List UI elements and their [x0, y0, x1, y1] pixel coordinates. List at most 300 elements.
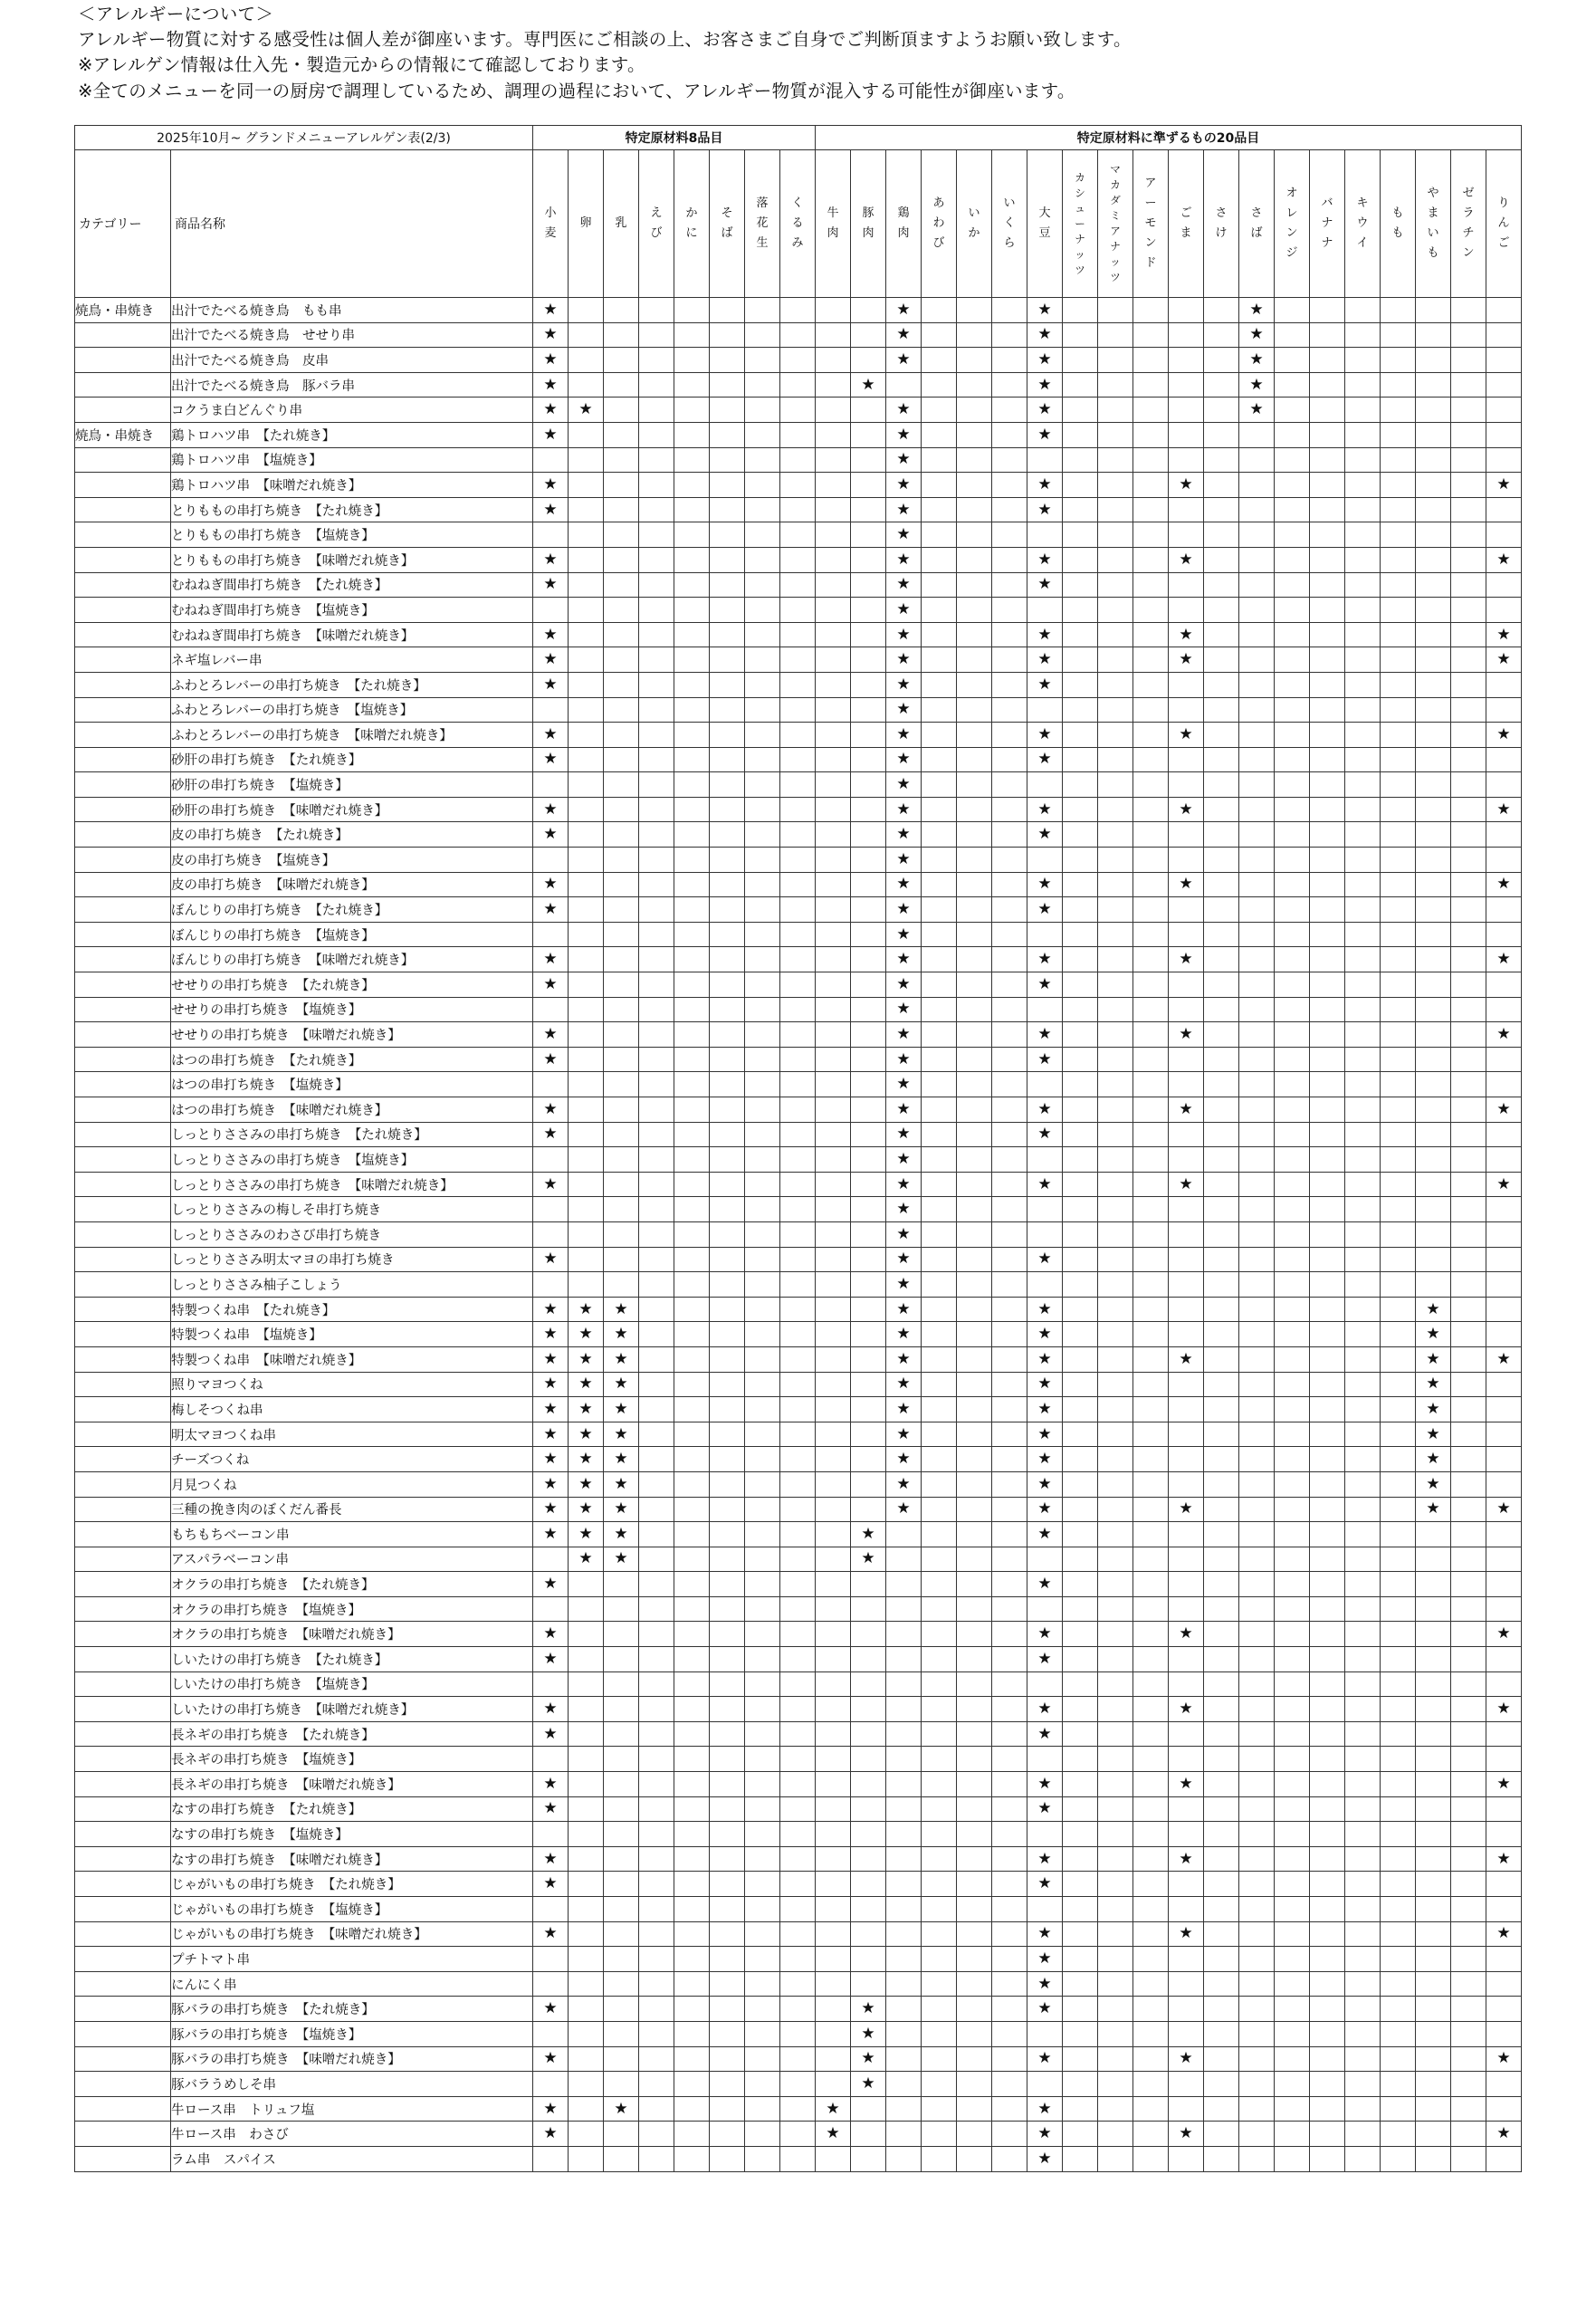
- allergen-cell: [992, 447, 1027, 473]
- row-category: [75, 1346, 171, 1372]
- allergen-cell: [1381, 1397, 1416, 1422]
- allergen-mark: ★: [1486, 1772, 1522, 1797]
- allergen-cell: [1416, 1772, 1451, 1797]
- allergen-mark: ★: [1027, 1497, 1063, 1522]
- table-row: [75, 2096, 1522, 2122]
- allergen-cell: [569, 322, 604, 348]
- allergen-cell: [922, 1322, 957, 1347]
- allergen-cell: [604, 1072, 639, 1097]
- allergen-cell: [1310, 1122, 1345, 1147]
- allergen-cell: [780, 1596, 816, 1622]
- allergen-cell: [1063, 1647, 1098, 1672]
- allergen-cell: [745, 1372, 780, 1397]
- allergen-cell: [745, 1247, 780, 1272]
- allergen-mark: ★: [1027, 372, 1063, 398]
- allergen-cell: [745, 1147, 780, 1173]
- allergen-cell: [957, 1747, 992, 1772]
- allergen-cell: [1063, 1747, 1098, 1772]
- allergen-cell: [1204, 1721, 1239, 1747]
- allergen-cell: [1204, 1322, 1239, 1347]
- allergen-cell: [851, 1772, 886, 1797]
- allergen-cell: [1451, 1247, 1486, 1272]
- allergen-cell: [674, 797, 710, 822]
- allergen-cell: [604, 1747, 639, 1772]
- allergen-cell: [1275, 1596, 1310, 1622]
- allergen-cell: [816, 422, 851, 447]
- allergen-cell: [780, 1522, 816, 1547]
- allergen-cell: [1275, 1072, 1310, 1097]
- allergen-cell: [957, 1772, 992, 1797]
- allergen-cell: [1416, 1971, 1451, 1997]
- allergen-cell: [1204, 1572, 1239, 1597]
- allergen-cell: [1486, 1272, 1522, 1298]
- allergen-mark: ★: [569, 398, 604, 423]
- table-row: [75, 1447, 1522, 1472]
- allergen-cell: [1063, 1971, 1098, 1997]
- allergen-cell: [745, 2122, 780, 2147]
- allergen-cell: [1381, 1622, 1416, 1647]
- allergen-cell: [1239, 848, 1275, 873]
- allergen-cell: [780, 1572, 816, 1597]
- allergen-cell: [851, 647, 886, 673]
- allergen-cell: [816, 622, 851, 647]
- allergen-cell: [851, 1122, 886, 1147]
- allergen-cell: [1381, 2146, 1416, 2171]
- allergen-cell: [780, 647, 816, 673]
- allergen-cell: [851, 1422, 886, 1447]
- allergen-mark: ★: [1027, 1422, 1063, 1447]
- allergen-cell: [922, 473, 957, 498]
- allergen-cell: [851, 1721, 886, 1747]
- allergen-cell: [1416, 1197, 1451, 1222]
- allergen-cell: [1310, 1471, 1345, 1497]
- allergen-cell: [745, 1047, 780, 1072]
- allergen-cell: [922, 1897, 957, 1922]
- allergen-cell: [992, 473, 1027, 498]
- allergen-label: 落花生: [756, 196, 769, 250]
- allergen-cell: [745, 1497, 780, 1522]
- allergen-cell: [569, 473, 604, 498]
- allergen-mark: ★: [533, 572, 569, 598]
- allergen-cell: [1239, 872, 1275, 897]
- row-product-name: ラム串 スパイス: [171, 2146, 533, 2171]
- allergen-cell: [569, 522, 604, 548]
- allergen-cell: [1345, 1197, 1381, 1222]
- allergen-cell: [604, 1221, 639, 1247]
- allergen-cell: [992, 1921, 1027, 1947]
- allergen-cell: [604, 1997, 639, 2022]
- allergen-cell: [780, 1846, 816, 1872]
- allergen-cell: [569, 922, 604, 947]
- allergen-cell: [992, 922, 1027, 947]
- allergen-cell: [780, 772, 816, 798]
- allergen-cell: [1204, 997, 1239, 1022]
- allergen-cell: [1345, 1047, 1381, 1072]
- allergen-cell: [1275, 1622, 1310, 1647]
- allergen-cell: [1275, 1947, 1310, 1972]
- allergen-cell: [1133, 398, 1169, 423]
- allergen-cell: [1098, 1772, 1133, 1797]
- allergen-cell: [710, 1322, 745, 1347]
- allergen-cell: [1063, 797, 1098, 822]
- allergen-cell: [1239, 1072, 1275, 1097]
- allergen-cell: [851, 1897, 886, 1922]
- allergen-cell: [1310, 697, 1345, 723]
- allergen-mark: ★: [886, 822, 922, 848]
- allergen-cell: [745, 972, 780, 998]
- allergen-cell: [957, 1197, 992, 1222]
- allergen-cell: [1486, 1897, 1522, 1922]
- allergen-cell: [1381, 947, 1416, 972]
- allergen-cell: [639, 372, 674, 398]
- allergen-cell: [816, 1122, 851, 1147]
- allergen-cell: [1063, 1997, 1098, 2022]
- allergen-cell: [1451, 1047, 1486, 1072]
- allergen-cell: [639, 1272, 674, 1298]
- allergen-cell: [851, 2122, 886, 2147]
- allergen-cell: [569, 1572, 604, 1597]
- allergen-cell: [1451, 1772, 1486, 1797]
- allergen-cell: [1416, 598, 1451, 623]
- allergen-cell: [1486, 1747, 1522, 1772]
- allergen-cell: [1451, 1022, 1486, 1048]
- allergen-cell: [1381, 1022, 1416, 1048]
- allergen-cell: [639, 848, 674, 873]
- allergen-cell: [1133, 1547, 1169, 1572]
- allergen-mark: ★: [1486, 1697, 1522, 1722]
- allergen-cell: [1133, 1697, 1169, 1722]
- allergen-cell: [922, 1822, 957, 1847]
- allergen-mark: ★: [886, 848, 922, 873]
- allergen-mark: ★: [1027, 2096, 1063, 2122]
- allergen-cell: [1133, 697, 1169, 723]
- allergen-cell: [710, 497, 745, 522]
- allergen-cell: [780, 1072, 816, 1097]
- allergen-cell: [992, 598, 1027, 623]
- allergen-cell: [1451, 1346, 1486, 1372]
- allergen-cell: [639, 1846, 674, 1872]
- allergen-cell: [851, 997, 886, 1022]
- allergen-cell: [639, 1522, 674, 1547]
- row-product-name: ぼんじりの串打ち焼き 【塩焼き】: [171, 922, 533, 947]
- allergen-mark: ★: [604, 1297, 639, 1322]
- allergen-mark: ★: [851, 1522, 886, 1547]
- allergen-cell: [1275, 1971, 1310, 1997]
- allergen-cell: [1063, 1572, 1098, 1597]
- allergen-cell: [1486, 1322, 1522, 1347]
- allergen-cell: [1345, 1447, 1381, 1472]
- allergen-cell: [1133, 2021, 1169, 2046]
- allergen-cell: [569, 647, 604, 673]
- allergen-cell: [604, 2046, 639, 2072]
- allergen-cell: [922, 797, 957, 822]
- allergen-cell: [780, 398, 816, 423]
- allergen-cell: [710, 1846, 745, 1872]
- row-category: [75, 822, 171, 848]
- allergen-cell: [886, 1522, 922, 1547]
- allergen-cell: [674, 1547, 710, 1572]
- allergen-mark: ★: [851, 2046, 886, 2072]
- allergen-cell: [1275, 1322, 1310, 1347]
- allergen-mark: ★: [1169, 1772, 1204, 1797]
- allergen-cell: [922, 1372, 957, 1397]
- allergen-cell: [1063, 1322, 1098, 1347]
- allergen-cell: [851, 1447, 886, 1472]
- allergen-cell: [1275, 1047, 1310, 1072]
- allergen-cell: [1063, 1397, 1098, 1422]
- allergen-cell: [1133, 1397, 1169, 1422]
- allergen-cell: [886, 1971, 922, 1997]
- allergen-cell: [1416, 947, 1451, 972]
- allergen-cell: [1451, 822, 1486, 848]
- allergen-cell: [569, 2122, 604, 2147]
- allergen-cell: [674, 1596, 710, 1622]
- allergen-cell: [745, 723, 780, 748]
- allergen-cell: [1381, 1971, 1416, 1997]
- allergen-cell: [1486, 1447, 1522, 1472]
- allergen-cell: [1310, 1272, 1345, 1298]
- allergen-cell: [1345, 1721, 1381, 1747]
- allergen-cell: [1381, 1097, 1416, 1123]
- allergen-cell: [1345, 622, 1381, 647]
- allergen-cell: [745, 1772, 780, 1797]
- allergen-cell: [710, 723, 745, 748]
- allergen-cell: [569, 447, 604, 473]
- allergen-cell: [1381, 1322, 1416, 1347]
- allergen-cell: [1486, 922, 1522, 947]
- allergen-mark: ★: [533, 1471, 569, 1497]
- allergen-cell: [1486, 1397, 1522, 1422]
- allergen-cell: [1133, 1671, 1169, 1697]
- allergen-header: [674, 150, 710, 298]
- allergen-cell: [816, 1497, 851, 1522]
- row-category: [75, 872, 171, 897]
- row-product-name: 出汁でたべる焼き鳥 もも串: [171, 298, 533, 323]
- allergen-mark: ★: [886, 872, 922, 897]
- allergen-cell: [604, 298, 639, 323]
- allergen-cell: [851, 1497, 886, 1522]
- allergen-cell: [1169, 322, 1204, 348]
- allergen-cell: [1204, 897, 1239, 923]
- allergen-cell: [1451, 1721, 1486, 1747]
- allergen-cell: [710, 2072, 745, 2097]
- allergen-cell: [639, 1647, 674, 1672]
- allergen-cell: [957, 947, 992, 972]
- table-row: [75, 572, 1522, 598]
- allergen-cell: [816, 947, 851, 972]
- allergen-cell: [780, 1697, 816, 1722]
- allergen-cell: [1486, 1122, 1522, 1147]
- row-category: [75, 2021, 171, 2046]
- allergen-mark: ★: [1027, 1846, 1063, 1872]
- row-product-name: はつの串打ち焼き 【たれ焼き】: [171, 1047, 533, 1072]
- allergen-cell: [992, 1147, 1027, 1173]
- allergen-cell: [1133, 1846, 1169, 1872]
- allergen-cell: [922, 723, 957, 748]
- allergen-cell: [569, 1172, 604, 1197]
- allergen-cell: [1275, 1022, 1310, 1048]
- allergen-cell: [957, 622, 992, 647]
- allergen-cell: [922, 1796, 957, 1822]
- allergen-cell: [957, 2096, 992, 2122]
- allergen-cell: [1239, 1547, 1275, 1572]
- allergen-cell: [569, 1197, 604, 1222]
- row-product-name: 皮の串打ち焼き 【味噌だれ焼き】: [171, 872, 533, 897]
- row-product-name: しっとりささみのわさび串打ち焼き: [171, 1221, 533, 1247]
- allergen-cell: [1345, 1947, 1381, 1972]
- allergen-mark: ★: [1169, 1846, 1204, 1872]
- allergen-cell: [604, 1122, 639, 1147]
- allergen-mark: ★: [533, 1397, 569, 1422]
- allergen-cell: [1345, 1522, 1381, 1547]
- allergen-cell: [1169, 1197, 1204, 1222]
- allergen-cell: [745, 1846, 780, 1872]
- allergen-cell: [674, 2122, 710, 2147]
- allergen-table: [74, 125, 1522, 2172]
- row-category: [75, 697, 171, 723]
- allergen-cell: [1345, 1422, 1381, 1447]
- allergen-cell: [1416, 1522, 1451, 1547]
- allergen-cell: [1275, 372, 1310, 398]
- allergen-cell: [816, 797, 851, 822]
- allergen-cell: [1098, 298, 1133, 323]
- allergen-mark: ★: [1486, 1622, 1522, 1647]
- allergen-cell: [922, 872, 957, 897]
- allergen-cell: [604, 723, 639, 748]
- allergen-cell: [1027, 772, 1063, 798]
- allergen-cell: [710, 1796, 745, 1822]
- allergen-cell: [1381, 647, 1416, 673]
- allergen-cell: [1381, 1172, 1416, 1197]
- allergen-cell: [1133, 822, 1169, 848]
- allergen-cell: [1204, 1697, 1239, 1722]
- allergen-cell: [1204, 697, 1239, 723]
- allergen-cell: [780, 2146, 816, 2171]
- allergen-cell: [816, 1747, 851, 1772]
- allergen-mark: ★: [1486, 947, 1522, 972]
- allergen-mark: ★: [1027, 1947, 1063, 1972]
- allergen-mark: ★: [533, 1497, 569, 1522]
- table-row: [75, 547, 1522, 572]
- allergen-cell: [1239, 1172, 1275, 1197]
- allergen-cell: [1133, 447, 1169, 473]
- allergen-cell: [1451, 473, 1486, 498]
- allergen-cell: [604, 972, 639, 998]
- allergen-cell: [710, 572, 745, 598]
- allergen-cell: [957, 772, 992, 798]
- allergen-cell: [1310, 1971, 1345, 1997]
- allergen-cell: [780, 447, 816, 473]
- allergen-cell: [1169, 447, 1204, 473]
- allergen-cell: [1063, 1697, 1098, 1722]
- allergen-cell: [851, 1197, 886, 1222]
- allergen-cell: [1169, 1997, 1204, 2022]
- allergen-cell: [922, 1247, 957, 1272]
- allergen-cell: [710, 1647, 745, 1672]
- allergen-cell: [1204, 497, 1239, 522]
- allergen-cell: [1027, 1671, 1063, 1697]
- allergen-cell: [1486, 298, 1522, 323]
- allergen-cell: [780, 897, 816, 923]
- allergen-mark: ★: [1027, 1172, 1063, 1197]
- allergen-cell: [851, 1346, 886, 1372]
- allergen-cell: [1063, 447, 1098, 473]
- allergen-cell: [816, 372, 851, 398]
- allergen-cell: [1451, 1596, 1486, 1622]
- allergen-mark: ★: [1486, 622, 1522, 647]
- table-group-header: [75, 126, 1522, 150]
- allergen-cell: [1275, 697, 1310, 723]
- allergen-cell: [851, 1372, 886, 1397]
- allergen-cell: [1133, 1772, 1169, 1797]
- allergen-cell: [639, 1072, 674, 1097]
- allergen-cell: [1310, 1297, 1345, 1322]
- allergen-cell: [1204, 473, 1239, 498]
- allergen-label: さば: [1250, 206, 1263, 240]
- allergen-cell: [1416, 2122, 1451, 2147]
- allergen-mark: ★: [1027, 1372, 1063, 1397]
- allergen-cell: [639, 697, 674, 723]
- allergen-cell: [1310, 1447, 1345, 1472]
- notes-line-1: アレルギー物質に対する感受性は個人差が御座います。専門医にご相談の上、お客さまご自身でご判断頂ますようお願い致します。: [78, 29, 1132, 51]
- allergen-cell: [1310, 1322, 1345, 1347]
- column-category: カテゴリー: [75, 150, 171, 298]
- allergen-cell: [1133, 1072, 1169, 1097]
- allergen-cell: [1133, 1346, 1169, 1372]
- allergen-mark: ★: [533, 398, 569, 423]
- allergen-cell: [1310, 1522, 1345, 1547]
- allergen-cell: [1345, 473, 1381, 498]
- allergen-cell: [674, 473, 710, 498]
- row-product-name: ぼんじりの串打ち焼き 【たれ焼き】: [171, 897, 533, 923]
- row-category: [75, 1272, 171, 1298]
- allergen-cell: [1416, 1647, 1451, 1672]
- allergen-cell: [851, 897, 886, 923]
- allergen-cell: [674, 1272, 710, 1298]
- allergen-cell: [1098, 772, 1133, 798]
- allergen-cell: [1486, 1671, 1522, 1697]
- allergen-cell: [1063, 2122, 1098, 2147]
- allergen-cell: [780, 1897, 816, 1922]
- allergen-cell: [639, 747, 674, 772]
- allergen-cell: [1133, 997, 1169, 1022]
- allergen-cell: [1416, 1221, 1451, 1247]
- allergen-cell: [851, 447, 886, 473]
- allergen-cell: [710, 1197, 745, 1222]
- allergen-cell: [569, 1147, 604, 1173]
- allergen-mark: ★: [886, 997, 922, 1022]
- allergen-cell: [1416, 797, 1451, 822]
- allergen-cell: [1169, 1247, 1204, 1272]
- allergen-cell: [1063, 723, 1098, 748]
- allergen-cell: [886, 1572, 922, 1597]
- allergen-cell: [569, 422, 604, 447]
- allergen-cell: [674, 1671, 710, 1697]
- allergen-mark: ★: [604, 1422, 639, 1447]
- allergen-cell: [992, 1822, 1027, 1847]
- allergen-cell: [1345, 1997, 1381, 2022]
- allergen-mark: ★: [886, 1322, 922, 1347]
- allergen-mark: ★: [604, 1372, 639, 1397]
- allergen-cell: [1239, 922, 1275, 947]
- allergen-cell: [992, 1497, 1027, 1522]
- allergen-cell: [569, 897, 604, 923]
- allergen-cell: [1275, 2021, 1310, 2046]
- allergen-mark: ★: [1027, 547, 1063, 572]
- table-row: [75, 372, 1522, 398]
- allergen-cell: [851, 1297, 886, 1322]
- allergen-cell: [992, 972, 1027, 998]
